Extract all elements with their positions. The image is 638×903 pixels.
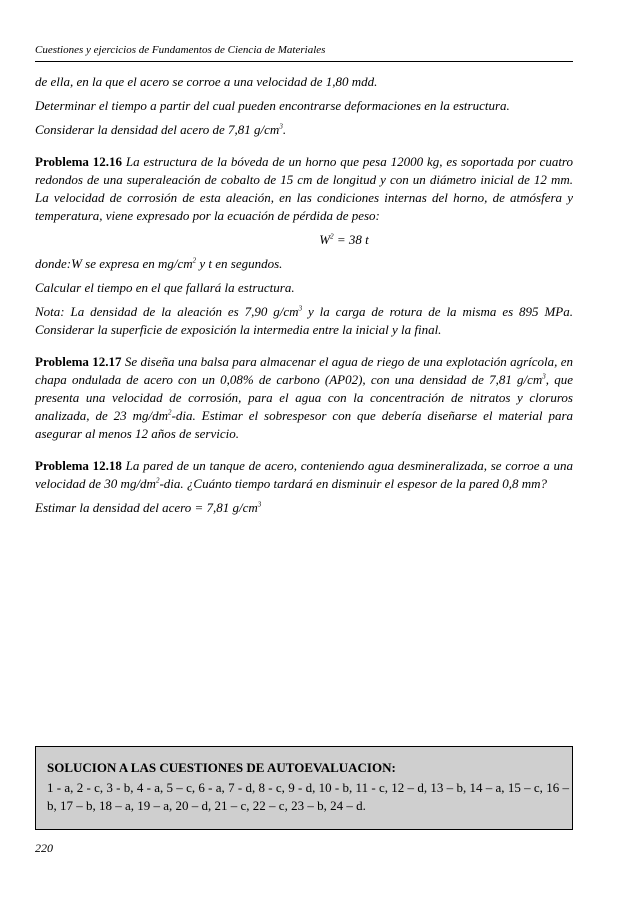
problem-12-17-title: Problema 12.17 <box>35 354 122 369</box>
problem-12-18-density: Estimar la densidad del acero = 7,81 $g/cm^3$ <box>35 500 262 515</box>
problem-12-16-title: Problema 12.16 <box>35 154 123 169</box>
problem-12-16-note: Nota: La densidad de la aleación es 7,90 $g/cm^3$ y la carga de rotura de la misma es 895 MPa. Considerar la superficie de exposición la intermedia entre la inicial y la final. <box>35 304 573 337</box>
weight-loss-equation: $W^2 = 38$ t <box>319 232 369 247</box>
problem-12-16-units: donde:W se expresa en $mg/cm^2$ y t en segundos. <box>35 256 283 271</box>
problem-12-17-statement: Problema 12.17 Se diseña una balsa para almacenar el agua de riego de una explotación agrícola, en chapa ondulada de acero con un 0,08% de carbono (AP02), con una densidad de 7,81 $g/cm^3$, que presenta una velocidad de corrosión, para el agua con la concentración de nitratos y cloruros analizada, de 23 $mg/dm^2$-dia. Estimar el sobrespesor con que debería diseñarse el material para asegurar al menos 12 años de servicio. <box>35 354 574 441</box>
body-text <box>35 73 573 523</box>
intro-line-2: Determinar el tiempo a partir del cual pueden encontrarse deformaciones en la estructura. <box>35 98 510 113</box>
problem-12-16-task: Calcular el tiempo en el que fallará la estructura. <box>35 280 295 295</box>
solutions-answers: 1 - a, 2 - c, 3 - b, 4 - a, 5 – c, 6 - a, 7 - d, 8 - c, 9 - d, 10 - b, 11 - c, 12 – d, 13 – b, 14 – a, 15 – c, 16 – b, 17 – b, 18 – a, 19 – a, 20 – d, 21 – c, 22 – c, 23 – b, 24 – d. <box>47 780 569 813</box>
problem-12-16-statement: Problema 12.16 La estructura de la bóveda de un horno que pesa 12000 kg, es soportada por cuatro redondos de una superaleación de cobalto de 15 cm de longitud y con un diámetro inicial de 12 mm. La velocidad de corrosión de esta aleación, en las condiciones internas del horno, de atmósfera y temperatura, viene expresado por la ecuación de pérdida de peso: <box>35 154 574 223</box>
solutions-box <box>35 746 573 830</box>
problem-12-18-statement: Problema 12.18 La pared de un tanque de acero, conteniendo agua desmineralizada, se corroe a una velocidad de 30 $mg/dm^2$-dia. ¿Cuánto tiempo tardará en disminuir el espesor de la pared 0,8 mm? <box>35 458 573 491</box>
intro-line-1: de ella, en la que el acero se corroe a una velocidad de 1,80 mdd. <box>35 74 378 89</box>
page-number: 220 <box>35 841 53 855</box>
running-header: Cuestiones y ejercicios de Fundamentos de Ciencia de Materiales <box>35 44 326 56</box>
intro-line-3: Considerar la densidad del acero de 7,81 $g/cm^3$. <box>35 122 287 137</box>
solutions-title: SOLUCION A LAS CUESTIONES DE AUTOEVALUACION: <box>47 760 396 775</box>
problem-12-18-title: Problema 12.18 <box>35 458 122 473</box>
header-rule <box>35 61 573 62</box>
